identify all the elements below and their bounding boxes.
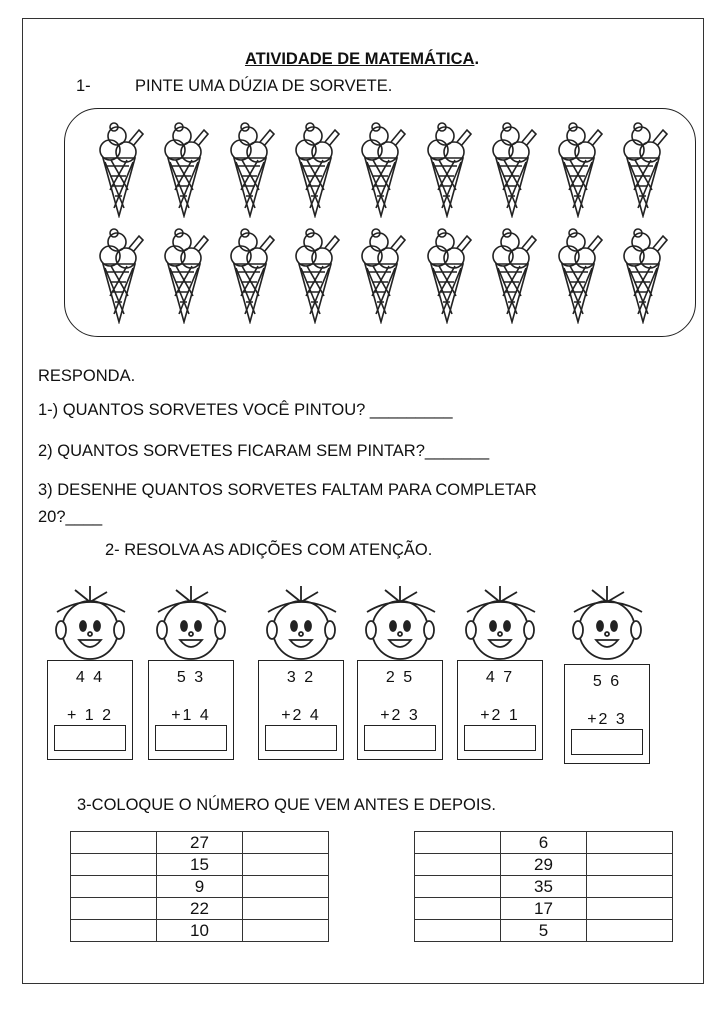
ice-cream-cone-icon[interactable] xyxy=(86,226,152,326)
right-number-table xyxy=(414,831,673,942)
ice-cream-cone-icon[interactable] xyxy=(217,120,283,220)
before-cell[interactable] xyxy=(71,854,157,876)
section1-instruction: PINTE UMA DÚZIA DE SORVETE. xyxy=(135,77,393,95)
after-cell[interactable] xyxy=(587,898,673,920)
boy-face-icon xyxy=(564,582,650,667)
after-cell[interactable] xyxy=(243,854,329,876)
after-cell[interactable] xyxy=(243,920,329,942)
addition-problem xyxy=(258,660,344,760)
ice-cream-cone-icon[interactable] xyxy=(348,120,414,220)
table-row xyxy=(415,832,673,854)
before-cell[interactable] xyxy=(71,876,157,898)
ice-cream-cone-icon[interactable] xyxy=(217,226,283,326)
number-cell: 29 xyxy=(501,854,587,876)
question-2: 2) QUANTOS SORVETES FICARAM SEM PINTAR?_______ xyxy=(38,442,490,460)
addend-top: 5 6 xyxy=(592,673,622,690)
answer-box[interactable] xyxy=(54,725,126,751)
before-cell[interactable] xyxy=(71,898,157,920)
question-3-continued: 20?____ xyxy=(38,508,103,526)
table-row xyxy=(415,920,673,942)
number-cell: 6 xyxy=(501,832,587,854)
number-cell: 9 xyxy=(157,876,243,898)
number-cell: 10 xyxy=(157,920,243,942)
ice-cream-cone-icon[interactable] xyxy=(283,226,349,326)
ice-cream-cone-icon[interactable] xyxy=(414,120,480,220)
after-cell[interactable] xyxy=(243,898,329,920)
addend-bottom: +2 3 xyxy=(380,707,420,724)
table-row xyxy=(71,832,329,854)
before-cell[interactable] xyxy=(415,920,501,942)
answer-box[interactable] xyxy=(571,729,643,755)
after-cell[interactable] xyxy=(587,920,673,942)
addend-top: 3 2 xyxy=(286,669,316,686)
addend-bottom: +2 3 xyxy=(587,711,627,728)
addend-top: 5 3 xyxy=(176,669,206,686)
section1-number: 1- xyxy=(76,77,91,95)
before-cell[interactable] xyxy=(415,898,501,920)
addition-problem xyxy=(457,660,543,760)
after-cell[interactable] xyxy=(243,876,329,898)
addition-problem xyxy=(148,660,234,760)
boy-face-icon xyxy=(357,582,443,667)
ice-cream-cone-icon[interactable] xyxy=(283,120,349,220)
boy-face-icon xyxy=(148,582,234,667)
addition-problem xyxy=(357,660,443,760)
number-cell: 15 xyxy=(157,854,243,876)
ice-cream-cone-icon[interactable] xyxy=(610,120,676,220)
ice-cream-cone-icon[interactable] xyxy=(86,120,152,220)
number-cell: 5 xyxy=(501,920,587,942)
addend-top: 2 5 xyxy=(385,669,415,686)
addend-bottom: +2 1 xyxy=(480,707,520,724)
after-cell[interactable] xyxy=(587,832,673,854)
ice-cream-cone-icon[interactable] xyxy=(152,226,218,326)
table-row xyxy=(71,920,329,942)
number-cell: 17 xyxy=(501,898,587,920)
question-3: 3) DESENHE QUANTOS SORVETES FALTAM PARA COMPLETAR xyxy=(38,481,537,499)
ice-cream-cone-icon[interactable] xyxy=(152,120,218,220)
addend-bottom: +1 4 xyxy=(171,707,211,724)
respond-heading: RESPONDA. xyxy=(38,367,136,385)
addend-top: 4 7 xyxy=(485,669,515,686)
before-cell[interactable] xyxy=(71,832,157,854)
ice-cream-cone-icon[interactable] xyxy=(479,120,545,220)
answer-box[interactable] xyxy=(464,725,536,751)
section3-instruction: 3-COLOQUE O NÚMERO QUE VEM ANTES E DEPOIS. xyxy=(77,796,496,814)
number-cell: 35 xyxy=(501,876,587,898)
before-cell[interactable] xyxy=(71,920,157,942)
number-cell: 22 xyxy=(157,898,243,920)
page-title: ATIVIDADE DE MATEMÁTICA. xyxy=(244,50,480,68)
addend-top: 4 4 xyxy=(75,669,105,686)
ice-cream-cone-icon[interactable] xyxy=(479,226,545,326)
ice-cream-grid xyxy=(86,120,676,326)
ice-cream-cone-icon[interactable] xyxy=(610,226,676,326)
addition-problem xyxy=(564,664,650,764)
table-row xyxy=(415,854,673,876)
addend-bottom: + 1 2 xyxy=(66,707,114,724)
answer-box[interactable] xyxy=(265,725,337,751)
addition-problem xyxy=(47,660,133,760)
ice-cream-cone-icon[interactable] xyxy=(348,226,414,326)
table-row xyxy=(415,876,673,898)
boy-face-icon xyxy=(47,582,133,667)
table-row xyxy=(71,876,329,898)
before-cell[interactable] xyxy=(415,832,501,854)
ice-cream-cone-icon[interactable] xyxy=(414,226,480,326)
answer-box[interactable] xyxy=(155,725,227,751)
ice-cream-cone-icon[interactable] xyxy=(545,120,611,220)
boy-face-icon xyxy=(457,582,543,667)
number-cell: 27 xyxy=(157,832,243,854)
answer-box[interactable] xyxy=(364,725,436,751)
table-row xyxy=(71,854,329,876)
boy-face-icon xyxy=(258,582,344,667)
left-number-table xyxy=(70,831,329,942)
after-cell[interactable] xyxy=(587,876,673,898)
ice-cream-cone-icon[interactable] xyxy=(545,226,611,326)
table-row xyxy=(415,898,673,920)
after-cell[interactable] xyxy=(587,854,673,876)
addend-bottom: +2 4 xyxy=(281,707,321,724)
after-cell[interactable] xyxy=(243,832,329,854)
before-cell[interactable] xyxy=(415,854,501,876)
table-row xyxy=(71,898,329,920)
section2-instruction: 2- RESOLVA AS ADIÇÕES COM ATENÇÃO. xyxy=(105,541,433,559)
question-1: 1-) QUANTOS SORVETES VOCÊ PINTOU? _________ xyxy=(38,401,453,419)
before-cell[interactable] xyxy=(415,876,501,898)
